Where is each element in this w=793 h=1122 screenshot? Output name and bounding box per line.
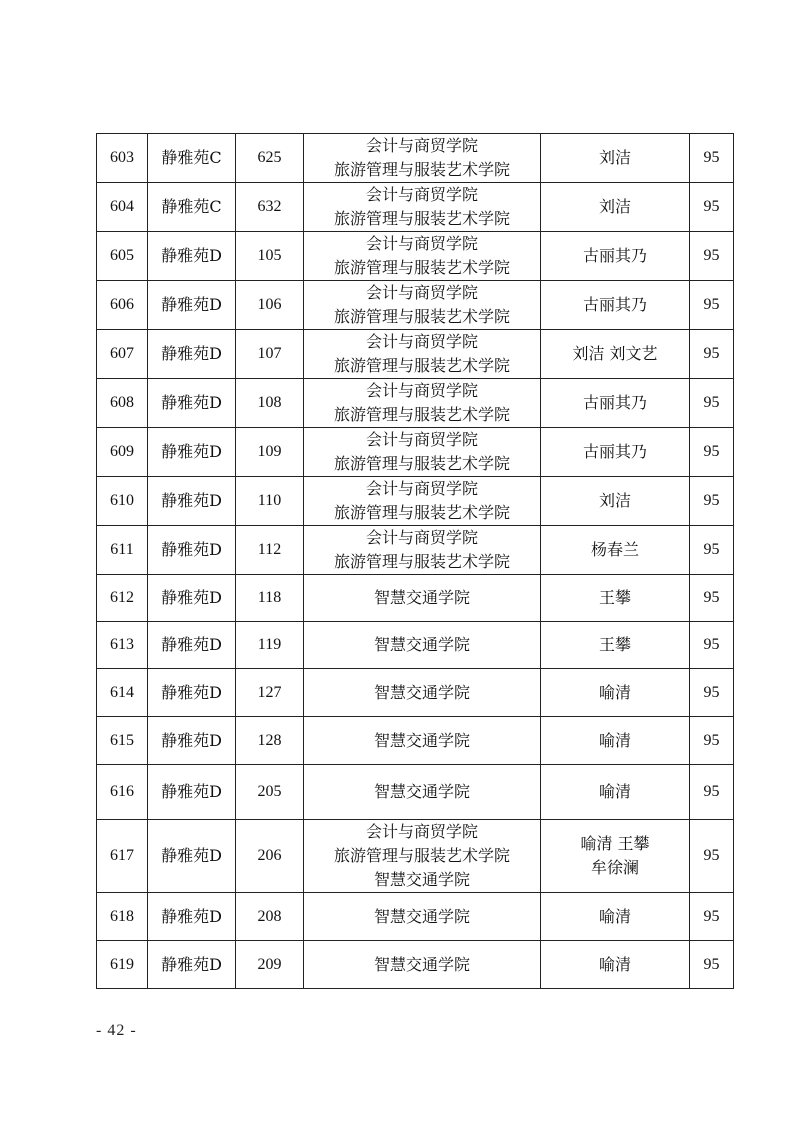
college-line: 智慧交通学院 xyxy=(373,906,470,926)
room-number-cell: 127 xyxy=(236,669,304,717)
score-cell: 95 xyxy=(690,765,734,820)
score-cell: 95 xyxy=(690,893,734,941)
college-line: 旅游管理与服装艺术学院 xyxy=(333,454,510,473)
score-cell: 95 xyxy=(690,232,734,281)
table-row xyxy=(97,183,734,232)
advisor-cell xyxy=(541,134,690,183)
advisor-cell xyxy=(541,330,690,379)
college-line: 会计与商贸学院 xyxy=(365,479,478,498)
row-number-cell: 610 xyxy=(97,477,148,526)
advisor-line: 喻清 xyxy=(598,954,631,974)
advisor-line: 王攀 xyxy=(598,588,631,607)
score-cell: 95 xyxy=(690,575,734,622)
college-cell xyxy=(304,379,541,428)
college-cell xyxy=(304,281,541,330)
row-number-cell: 611 xyxy=(97,526,148,575)
table-row xyxy=(97,477,734,526)
college-cell xyxy=(304,575,541,622)
building-cell: 静雅苑D xyxy=(148,820,236,893)
advisor-cell xyxy=(541,893,690,941)
college-line: 旅游管理与服装艺术学院 xyxy=(333,552,510,571)
college-line: 旅游管理与服装艺术学院 xyxy=(333,356,510,375)
row-number-cell: 614 xyxy=(97,669,148,717)
college-line: 会计与商贸学院 xyxy=(365,822,478,841)
advisor-cell xyxy=(541,183,690,232)
advisor-line: 古丽其乃 xyxy=(582,246,647,265)
building-cell: 静雅苑D xyxy=(148,281,236,330)
building-cell: 静雅苑D xyxy=(148,526,236,575)
advisor-line: 喻清 xyxy=(598,906,631,926)
room-number-cell: 107 xyxy=(236,330,304,379)
college-line: 旅游管理与服装艺术学院 xyxy=(333,160,510,179)
advisor-line: 古丽其乃 xyxy=(582,295,647,314)
advisor-cell xyxy=(541,379,690,428)
college-line: 旅游管理与服装艺术学院 xyxy=(333,209,510,228)
row-number-cell: 603 xyxy=(97,134,148,183)
building-cell: 静雅苑D xyxy=(148,428,236,477)
college-line: 会计与商贸学院 xyxy=(365,136,478,155)
college-cell xyxy=(304,526,541,575)
room-number-cell: 209 xyxy=(236,941,304,989)
college-cell xyxy=(304,183,541,232)
advisor-cell xyxy=(541,428,690,477)
score-cell: 95 xyxy=(690,622,734,669)
dormitory-score-table xyxy=(96,133,734,989)
college-line: 智慧交通学院 xyxy=(373,588,470,607)
college-line: 会计与商贸学院 xyxy=(365,430,478,449)
college-line: 旅游管理与服装艺术学院 xyxy=(333,307,510,326)
row-number-cell: 618 xyxy=(97,893,148,941)
room-number-cell: 206 xyxy=(236,820,304,893)
table-row xyxy=(97,765,734,820)
page-number: - 42 - xyxy=(96,1022,137,1039)
college-line: 智慧交通学院 xyxy=(373,954,470,974)
college-line: 旅游管理与服装艺术学院 xyxy=(333,405,510,424)
advisor-line: 刘洁 xyxy=(598,197,631,216)
score-cell: 95 xyxy=(690,526,734,575)
score-cell: 95 xyxy=(690,330,734,379)
advisor-line: 刘洁 xyxy=(598,148,631,167)
advisor-cell xyxy=(541,477,690,526)
score-cell: 95 xyxy=(690,477,734,526)
advisor-cell xyxy=(541,622,690,669)
room-number-cell: 119 xyxy=(236,622,304,669)
room-number-cell: 128 xyxy=(236,717,304,765)
advisor-line: 古丽其乃 xyxy=(582,442,647,461)
building-cell: 静雅苑C xyxy=(148,134,236,183)
table-row xyxy=(97,575,734,622)
table-row xyxy=(97,893,734,941)
college-line: 智慧交通学院 xyxy=(373,635,470,654)
building-cell: 静雅苑D xyxy=(148,941,236,989)
college-cell xyxy=(304,717,541,765)
table-row xyxy=(97,526,734,575)
table-row xyxy=(97,622,734,669)
advisor-line: 刘洁 xyxy=(598,491,631,510)
college-cell xyxy=(304,820,541,893)
college-cell xyxy=(304,669,541,717)
advisor-line: 刘洁 刘文艺 xyxy=(572,344,658,363)
college-line: 旅游管理与服装艺术学院 xyxy=(333,503,510,522)
table-row xyxy=(97,669,734,717)
score-cell: 95 xyxy=(690,941,734,989)
advisor-cell xyxy=(541,575,690,622)
row-number-cell: 606 xyxy=(97,281,148,330)
table-row xyxy=(97,820,734,893)
building-cell: 静雅苑C xyxy=(148,183,236,232)
college-line: 智慧交通学院 xyxy=(373,730,470,750)
room-number-cell: 106 xyxy=(236,281,304,330)
college-cell xyxy=(304,330,541,379)
advisor-cell xyxy=(541,765,690,820)
building-cell: 静雅苑D xyxy=(148,669,236,717)
building-cell: 静雅苑D xyxy=(148,575,236,622)
table-row xyxy=(97,379,734,428)
college-line: 智慧交通学院 xyxy=(373,870,470,889)
score-cell: 95 xyxy=(690,134,734,183)
row-number-cell: 607 xyxy=(97,330,148,379)
row-number-cell: 617 xyxy=(97,820,148,893)
row-number-cell: 615 xyxy=(97,717,148,765)
room-number-cell: 632 xyxy=(236,183,304,232)
advisor-line: 喻清 xyxy=(598,730,631,750)
building-cell: 静雅苑D xyxy=(148,765,236,820)
table-row xyxy=(97,717,734,765)
college-line: 会计与商贸学院 xyxy=(365,283,478,302)
college-line: 智慧交通学院 xyxy=(373,782,470,801)
advisor-cell xyxy=(541,232,690,281)
college-cell xyxy=(304,134,541,183)
college-cell xyxy=(304,893,541,941)
table-body xyxy=(97,134,734,989)
college-line: 智慧交通学院 xyxy=(373,682,470,702)
score-cell: 95 xyxy=(690,183,734,232)
score-cell: 95 xyxy=(690,379,734,428)
advisor-cell xyxy=(541,941,690,989)
row-number-cell: 619 xyxy=(97,941,148,989)
advisor-cell xyxy=(541,669,690,717)
advisor-line: 喻清 xyxy=(598,682,631,702)
row-number-cell: 605 xyxy=(97,232,148,281)
college-cell xyxy=(304,428,541,477)
table-row xyxy=(97,428,734,477)
building-cell: 静雅苑D xyxy=(148,379,236,428)
room-number-cell: 108 xyxy=(236,379,304,428)
advisor-line: 古丽其乃 xyxy=(582,393,647,412)
room-number-cell: 109 xyxy=(236,428,304,477)
advisor-cell xyxy=(541,526,690,575)
score-cell: 95 xyxy=(690,669,734,717)
table-row xyxy=(97,281,734,330)
college-line: 旅游管理与服装艺术学院 xyxy=(333,846,510,865)
score-cell: 95 xyxy=(690,717,734,765)
college-cell xyxy=(304,941,541,989)
college-line: 会计与商贸学院 xyxy=(365,381,478,400)
building-cell: 静雅苑D xyxy=(148,893,236,941)
college-cell xyxy=(304,622,541,669)
table-row xyxy=(97,134,734,183)
row-number-cell: 608 xyxy=(97,379,148,428)
advisor-cell xyxy=(541,281,690,330)
advisor-line: 王攀 xyxy=(598,635,631,654)
room-number-cell: 105 xyxy=(236,232,304,281)
row-number-cell: 613 xyxy=(97,622,148,669)
row-number-cell: 612 xyxy=(97,575,148,622)
advisor-line: 喻清 王攀 xyxy=(580,834,650,853)
college-cell xyxy=(304,765,541,820)
table-row xyxy=(97,330,734,379)
score-cell: 95 xyxy=(690,281,734,330)
college-line: 会计与商贸学院 xyxy=(365,234,478,253)
room-number-cell: 110 xyxy=(236,477,304,526)
room-number-cell: 208 xyxy=(236,893,304,941)
room-number-cell: 112 xyxy=(236,526,304,575)
college-line: 旅游管理与服装艺术学院 xyxy=(333,258,510,277)
row-number-cell: 616 xyxy=(97,765,148,820)
advisor-cell xyxy=(541,820,690,893)
building-cell: 静雅苑D xyxy=(148,622,236,669)
building-cell: 静雅苑D xyxy=(148,477,236,526)
college-line: 会计与商贸学院 xyxy=(365,185,478,204)
row-number-cell: 609 xyxy=(97,428,148,477)
building-cell: 静雅苑D xyxy=(148,232,236,281)
building-cell: 静雅苑D xyxy=(148,717,236,765)
score-cell: 95 xyxy=(690,428,734,477)
advisor-line: 喻清 xyxy=(598,782,631,801)
row-number-cell: 604 xyxy=(97,183,148,232)
advisor-cell xyxy=(541,717,690,765)
table-row xyxy=(97,941,734,989)
college-line: 会计与商贸学院 xyxy=(365,332,478,351)
room-number-cell: 625 xyxy=(236,134,304,183)
advisor-line: 杨春兰 xyxy=(590,540,639,559)
building-cell: 静雅苑D xyxy=(148,330,236,379)
college-cell xyxy=(304,232,541,281)
advisor-line: 牟徐澜 xyxy=(590,858,639,877)
score-cell: 95 xyxy=(690,820,734,893)
college-line: 会计与商贸学院 xyxy=(365,528,478,547)
college-cell xyxy=(304,477,541,526)
table-row xyxy=(97,232,734,281)
room-number-cell: 118 xyxy=(236,575,304,622)
room-number-cell: 205 xyxy=(236,765,304,820)
